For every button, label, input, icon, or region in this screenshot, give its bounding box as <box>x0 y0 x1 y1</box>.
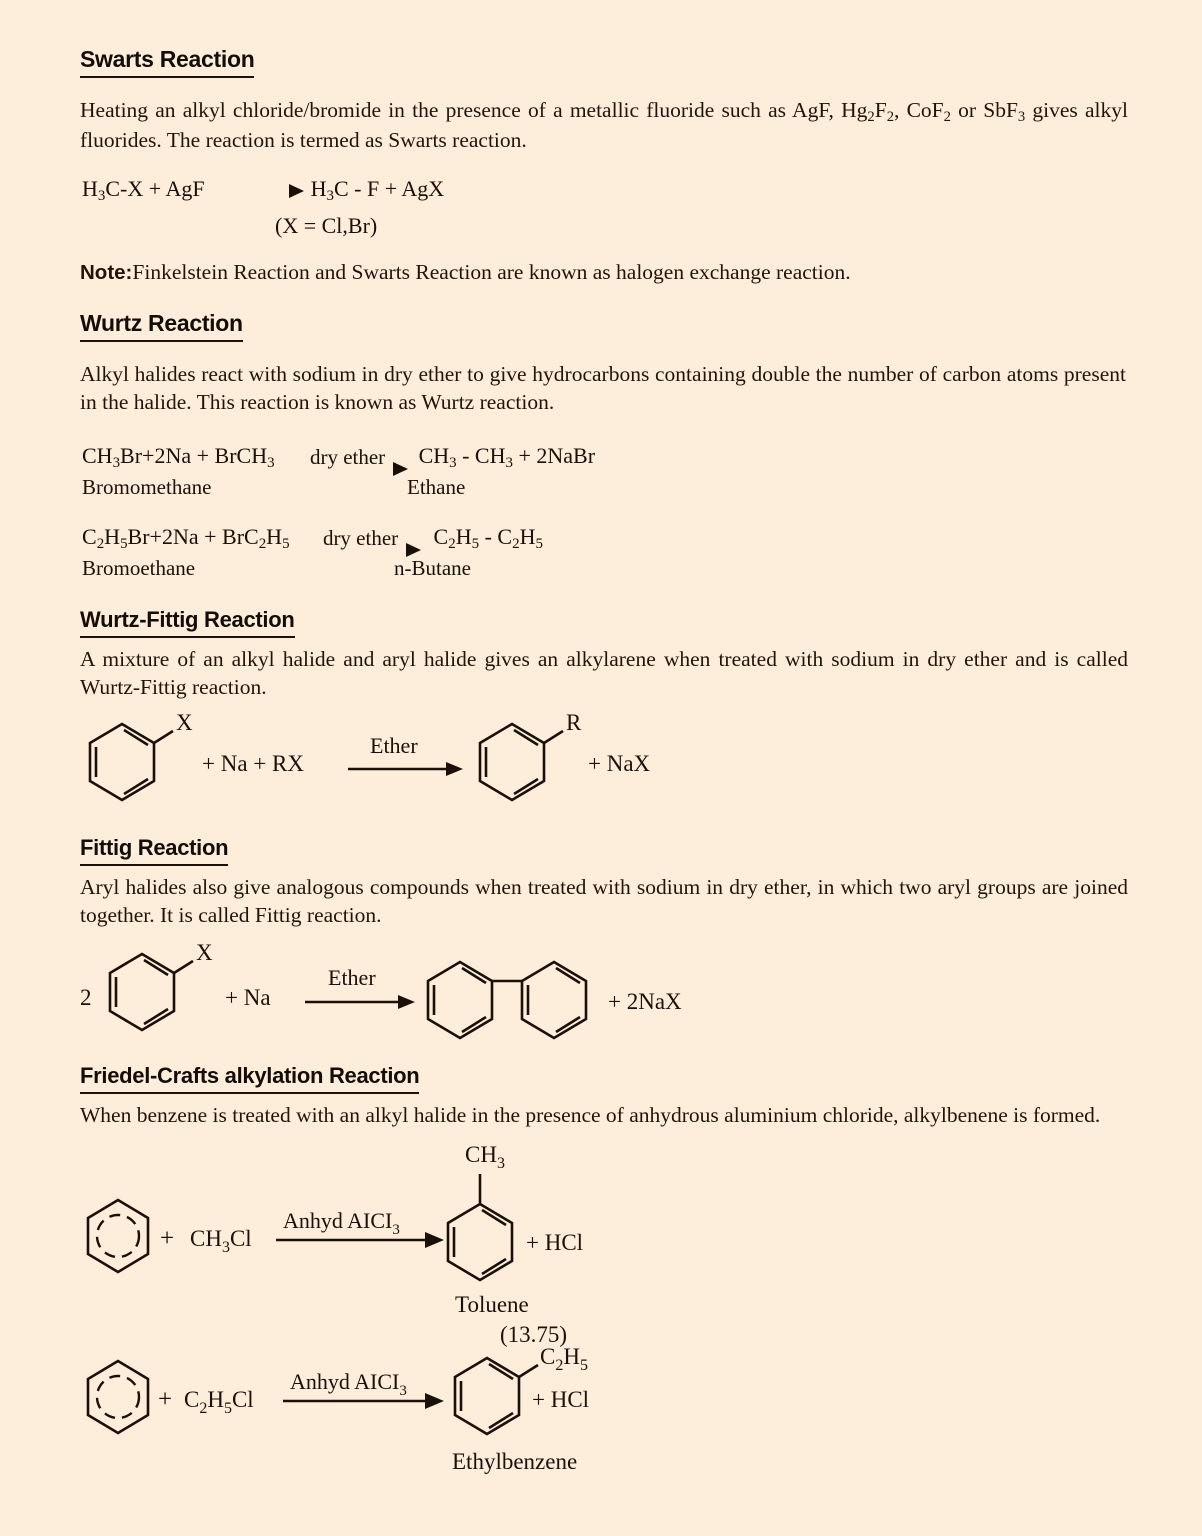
fc2-reagent: $C_2H_5Cl$ <box>184 1387 254 1417</box>
w2p-a: C <box>433 524 449 550</box>
wurtz1-reactant-label: Bromomethane <box>82 475 212 500</box>
swarts-reactant-rest: C-X + AgF <box>105 176 205 202</box>
swarts-sub-1: 2 <box>867 109 875 126</box>
fittig-condition: Ether <box>328 965 376 991</box>
w2r-c: H <box>104 524 121 550</box>
w1p-b: 3 <box>449 455 457 472</box>
w1r-a: CH <box>82 443 113 469</box>
fc1-condition: Anhyd $AICI_3$ <box>283 1208 400 1238</box>
w2r-e: Br+2Na + BrC <box>127 524 259 550</box>
wurtz2-condition: dry ether <box>322 526 399 551</box>
w2r-d: 5 <box>120 536 128 553</box>
arrow-head-icon <box>398 995 415 1009</box>
w2p-d: 5 <box>471 536 480 553</box>
w2p-e: - C <box>479 524 513 550</box>
section-swarts <box>80 46 1130 78</box>
w1p-a: CH <box>418 443 450 469</box>
wurtz-fittig-byproduct: + NaX <box>588 751 651 777</box>
arrow-head-icon <box>425 1393 444 1409</box>
toluene-ring-icon <box>448 1174 512 1280</box>
swarts-sub-3: 2 <box>943 109 951 126</box>
labels-wurtz-2 <box>80 556 1130 581</box>
equation-swarts <box>80 176 1130 205</box>
benzene-ring-icon <box>480 724 563 800</box>
w2p-b: 2 <box>448 536 456 553</box>
labels-wurtz-1 <box>80 475 1130 500</box>
wurtz1-reactant <box>82 443 275 472</box>
fc2-plus: + <box>158 1386 173 1413</box>
w2r-b: 2 <box>96 536 105 553</box>
scheme-friedel-crafts-ethylbenzene <box>80 1344 1130 1496</box>
scheme-fittig <box>80 940 1130 1053</box>
swarts-reactant-h: H <box>82 176 98 202</box>
section-wurtz-fittig <box>80 607 1130 638</box>
fc1-product-ref: (13.75) <box>500 1322 568 1347</box>
benzene-ring-icon <box>90 724 173 800</box>
heading-wurtz-fittig-reaction: Wurtz-Fittig Reaction <box>80 607 295 638</box>
section-friedel-crafts <box>80 1063 1130 1094</box>
fc1-product-substituent: $CH_3$ <box>465 1142 505 1172</box>
fittig-x-label: X <box>196 940 213 966</box>
fc2-product-name: Ethylbenzene <box>452 1449 578 1474</box>
fc1-byproduct: + HCl <box>526 1230 584 1255</box>
note-line <box>80 259 1130 287</box>
wurtz2-reactant <box>82 524 290 553</box>
section-wurtz <box>80 310 1130 342</box>
swarts-text-d: or SbF <box>950 98 1018 122</box>
arrow-with-condition-1 <box>289 446 407 469</box>
swarts-text-a: Heating an alkyl chloride/bromide in the presence of a metallic fluoride such as AgF, Hg <box>80 98 868 122</box>
w1r-c: Br+2Na + BrCH <box>120 443 268 469</box>
w2p-h: 5 <box>535 536 543 553</box>
benzene-aromatic-ring-icon <box>88 1200 148 1272</box>
w2p-c: H <box>455 524 472 550</box>
wurtz2-product <box>434 524 543 553</box>
wurtz-fittig-condition: Ether <box>370 733 418 759</box>
wurtz-fittig-reagents: + Na + RX <box>202 751 304 777</box>
ethylbenzene-ring-icon <box>455 1358 538 1434</box>
paragraph-swarts <box>80 97 1128 154</box>
fittig-reagents: + Na <box>225 985 271 1011</box>
benzene-aromatic-ring-icon <box>88 1361 148 1433</box>
paragraph-friedel-crafts: When benzene is treated with an alkyl halide in the presence of anhydrous aluminium chloride, alkylbenene is formed. <box>80 1103 1101 1128</box>
equation-wurtz-2 <box>80 524 1130 553</box>
heading-wurtz-reaction: Wurtz Reaction <box>80 310 243 342</box>
w2r-a: C <box>82 524 97 550</box>
biphenyl-icon <box>428 962 586 1038</box>
note-text: Finkelstein Reaction and Swarts Reaction are known as halogen exchange reaction. <box>132 259 851 284</box>
swarts-condition-note: (X = Cl,Br) <box>275 212 378 238</box>
paragraph-wurtz: Alkyl halides react with sodium in dry ether to give hydrocarbons containing double the number of carbon atoms present in the halide. This reaction is known as Wurtz reaction. <box>80 362 1126 414</box>
w2p-f: 2 <box>512 536 520 553</box>
arrow-head-icon <box>446 762 463 776</box>
swarts-sub-2: 2 <box>886 109 894 126</box>
fittig-byproduct: + 2NaX <box>608 989 682 1015</box>
swarts-text-c: , CoF <box>894 98 944 122</box>
equation-wurtz-1 <box>80 443 1130 472</box>
swarts-product <box>311 176 445 205</box>
w1p-c: - CH <box>456 443 506 469</box>
paragraph-wurtz-fittig: A mixture of an alkyl halide and aryl halide gives an alkylarene when treated with sodium in dry ether and is called Wurtz-Fittig reaction. <box>80 647 1128 699</box>
wurtz1-condition: dry ether <box>309 445 386 470</box>
fc1-plus: + <box>160 1225 175 1252</box>
document-content <box>80 46 1130 1496</box>
scheme-friedel-crafts-toluene <box>80 1134 1130 1349</box>
w1p-e: + 2NaBr <box>512 443 596 469</box>
wurtz2-product-label: n-Butane <box>394 556 471 581</box>
fittig-structures <box>80 940 720 1053</box>
swarts-reactant-sub: 3 <box>97 188 106 205</box>
swarts-product-sub: 3 <box>326 188 334 205</box>
arrow-with-condition-2 <box>302 527 420 550</box>
wurtz2-reactant-label: Bromoethane <box>82 556 196 581</box>
fc2-condition: Anhyd $AICI_3$ <box>290 1369 407 1399</box>
w2r-h: 5 <box>282 536 290 553</box>
w2r-f: 2 <box>258 536 267 553</box>
section-fittig <box>80 835 1130 866</box>
note-label: Note: <box>80 260 133 284</box>
scheme-wurtz-fittig <box>80 710 1130 823</box>
swarts-text-e: gives alkyl fluorides. The reaction is termed as Swarts reaction. <box>80 98 1128 152</box>
friedel-crafts-toluene-structures <box>80 1134 700 1349</box>
fc1-reagent: $CH_3Cl$ <box>190 1226 252 1256</box>
wurtz1-product <box>419 443 595 472</box>
heading-fittig-reaction: Fittig Reaction <box>80 835 228 866</box>
fc2-byproduct: + HCl <box>532 1387 590 1412</box>
benzene-ring-icon <box>110 954 193 1030</box>
fc1-product-name: Toluene <box>455 1292 529 1317</box>
w2p-g: H <box>519 524 536 550</box>
w1r-d: 3 <box>267 455 275 472</box>
heading-swarts-reaction: Swarts Reaction <box>80 46 254 78</box>
paragraph-fittig: Aryl halides also give analogous compounds when treated with sodium in dry ether, in which two aryl groups are joined together. It is called Fittig reaction. <box>80 875 1128 927</box>
w1p-d: 3 <box>505 455 513 472</box>
fittig-coefficient: 2 <box>80 985 92 1011</box>
wurtz-fittig-r-label: R <box>566 710 582 736</box>
w1r-b: 3 <box>112 455 121 472</box>
swarts-product-rest: C - F + AgX <box>333 176 445 202</box>
friedel-crafts-ethylbenzene-structures <box>80 1344 700 1496</box>
swarts-sub-4: 3 <box>1017 109 1026 126</box>
w2r-g: H <box>266 524 283 550</box>
swarts-reactant <box>82 176 205 205</box>
wurtz1-product-label: Ethane <box>407 475 466 500</box>
heading-friedel-crafts-reaction: Friedel-Crafts alkylation Reaction <box>80 1063 419 1094</box>
arrow-head-icon <box>425 1232 444 1248</box>
swarts-text-b: F <box>874 98 887 122</box>
wurtz-fittig-x-label: X <box>176 710 193 736</box>
fc2-product-substituent: $C_2H_5$ <box>540 1344 588 1374</box>
swarts-product-h: H <box>310 176 327 202</box>
wurtz-fittig-structures <box>80 710 700 823</box>
